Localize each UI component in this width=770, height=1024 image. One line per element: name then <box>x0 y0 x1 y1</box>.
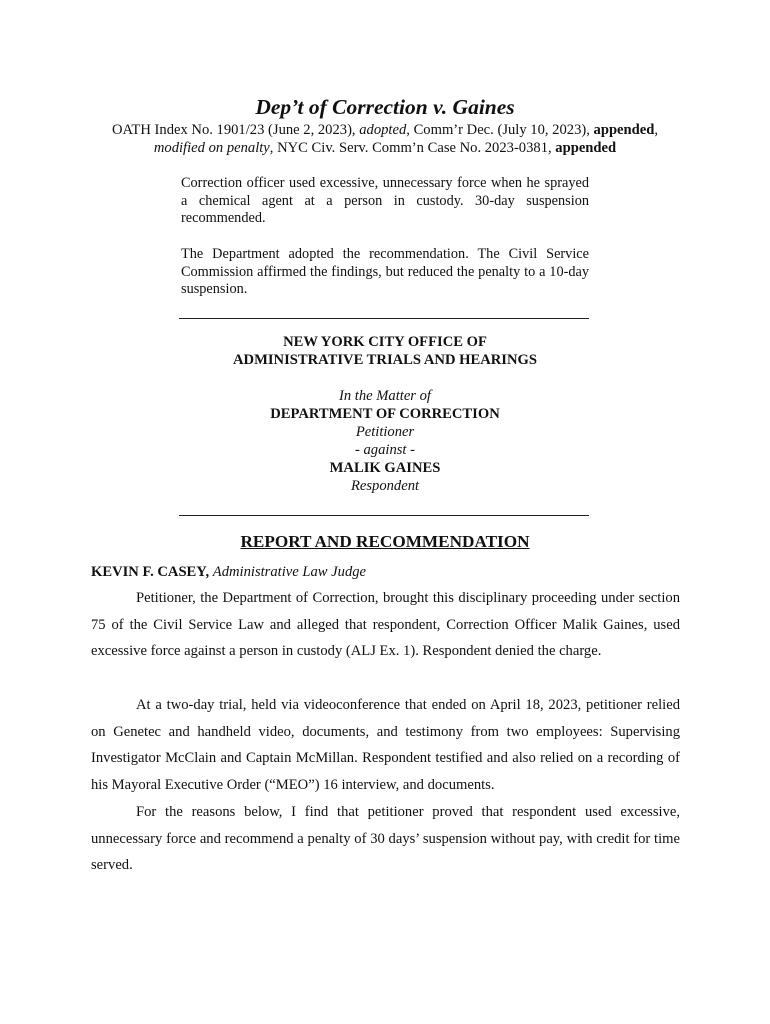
summary-paragraph-1: Correction officer used excessive, unnecessary force when he sprayed a chemical agent at a person in custody. 30-day suspension recommended. <box>181 175 589 227</box>
against-text: - against - <box>355 441 415 458</box>
office-line-2: ADMINISTRATIVE TRIALS AND HEARINGS <box>233 351 537 368</box>
oath-index-text: OATH Index No. 1901/23 (June 2, 2023), <box>111 122 360 138</box>
appended-label: appended <box>593 122 655 138</box>
appended-label-2: appended <box>555 140 617 156</box>
report-title: REPORT AND RECOMMENDATION <box>240 532 530 551</box>
judge-name: KEVIN F. CASEY, <box>91 564 210 580</box>
commissioner-decision-text: , Comm’r Dec. (July 10, 2023), <box>406 122 594 138</box>
divider-bottom <box>179 515 589 516</box>
case-title: Dep’t of Correction v. Gaines <box>255 95 515 119</box>
civil-service-line <box>60 139 710 158</box>
respondent-role: Respondent <box>350 477 420 494</box>
in-the-matter-of: In the Matter of <box>338 388 431 404</box>
office-heading <box>0 334 770 370</box>
body-paragraph: Petitioner, the Department of Correction, brought this disciplinary proceeding under section 75 of the Civil Service Law and alleged that respondent, Correction Officer Malik Gaines, used excessive force against a person in custody (ALJ Ex. 1). Respondent denied the charge. <box>91 590 680 660</box>
office-line-1: NEW YORK CITY OFFICE OF <box>283 334 487 350</box>
divider-top <box>179 318 589 319</box>
oath-index-line <box>60 121 710 140</box>
respondent-name: MALIK GAINES <box>329 459 441 476</box>
adopted-text: adopted <box>359 122 407 138</box>
body-paragraph: At a two-day trial, held via videoconference that ended on April 18, 2023, petitioner relied on Genetec and handheld video, documents, and testimony from two employees: Supervising Investigator McClain and Captain McMillan. Respondent testified and also relied on a recording of his Mayoral Executive Order (“MEO”) 16 interview, and documents. <box>91 697 680 794</box>
body-paragraph: For the reasons below, I find that petitioner proved that respondent used excessive, unnecessary force and recommend a penalty of 30 days’ suspension without pay, with credit for time served. <box>91 804 680 874</box>
judge-line <box>91 563 366 581</box>
comma-text: , <box>654 122 659 138</box>
judge-title: Administrative Law Judge <box>212 564 367 580</box>
summary-paragraph-2: The Department adopted the recommendation. The Civil Service Commission affirmed the findings, but reduced the penalty to a 10-day suspension. <box>181 246 589 298</box>
petitioner-role: Petitioner <box>355 423 415 440</box>
modified-on-penalty-text: modified on penalty <box>153 140 270 156</box>
civil-service-case-text: , NYC Civ. Serv. Comm’n Case No. 2023-0381, <box>269 140 556 156</box>
matter-caption <box>0 388 770 495</box>
petitioner-name: DEPARTMENT OF CORRECTION <box>270 405 500 422</box>
